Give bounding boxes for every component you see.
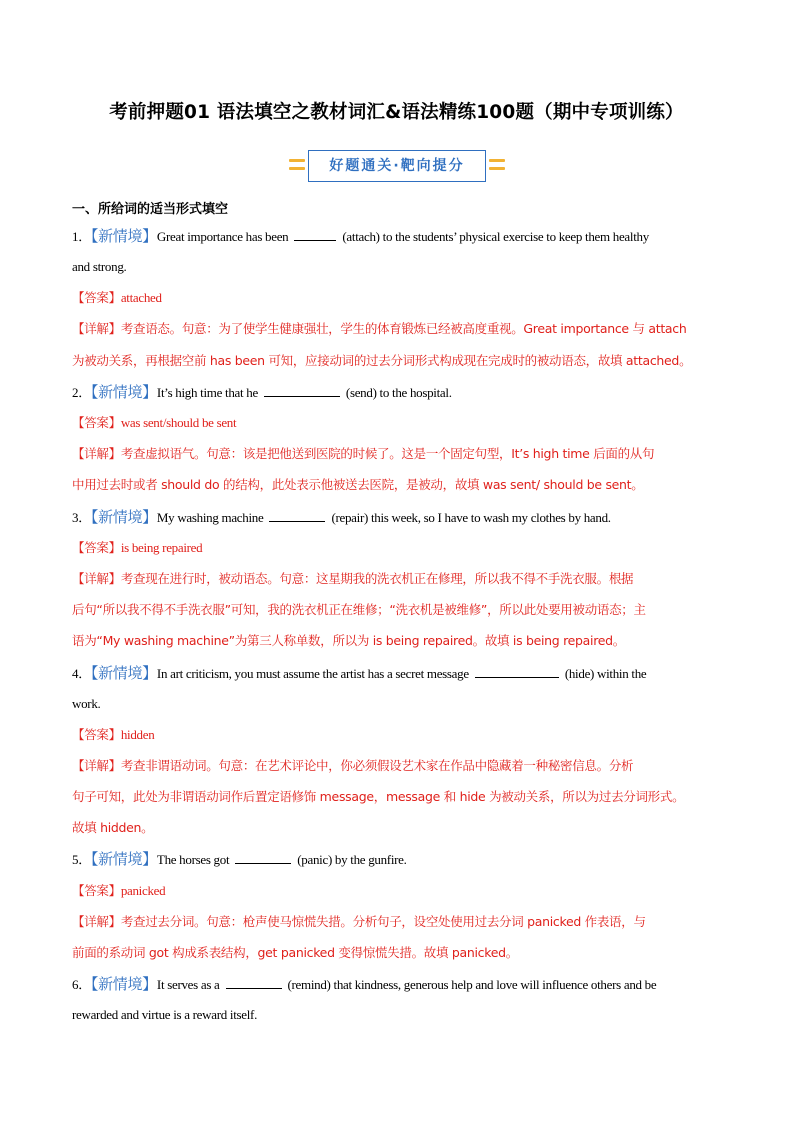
explain-2-line2: 中用过去时或者 should do 的结构，此处表示他被送去医院，是被动，故填 was sent/ should be sent。 — [72, 477, 644, 492]
answer-text: attached — [120, 290, 162, 305]
answer-5 — [72, 881, 722, 901]
explain-text: 考查过去分词。句意：枪声使马惊慌失措。分析句子，设空处使用过去分词 panicked 作表语，与 — [120, 914, 646, 929]
answer-label: 【答案】 — [72, 540, 121, 555]
context-label: 【新情境】 — [90, 508, 157, 526]
answer-label: 【答案】 — [72, 290, 121, 305]
question-text: In art criticism, you must assume the artist has a secret message — [156, 666, 469, 681]
answer-text: panicked — [120, 883, 166, 898]
question-text: (send) to the hospital. — [345, 385, 452, 400]
answer-text: is being repaired — [120, 540, 203, 555]
explain-5 — [72, 912, 722, 932]
explain-label: 【详解】 — [72, 758, 121, 773]
question-text: (panic) by the gunfire. — [297, 852, 407, 867]
answer-1 — [72, 288, 722, 308]
explain-2 — [72, 444, 722, 464]
question-text: (attach) to the students’ physical exercise to keep them healthy — [342, 229, 649, 244]
question-text: (hide) within the — [564, 666, 647, 681]
question-number: 3． — [72, 510, 91, 525]
question-text: It’s high time that he — [156, 385, 258, 400]
explain-1 — [72, 319, 722, 339]
context-label: 【新情境】 — [90, 383, 157, 401]
answer-3 — [72, 538, 722, 558]
context-label: 【新情境】 — [90, 975, 157, 993]
context-label: 【新情境】 — [90, 850, 157, 868]
explain-4 — [72, 756, 722, 776]
question-text: Great importance has been — [156, 229, 289, 244]
context-label: 【新情境】 — [90, 227, 157, 245]
explain-label: 【详解】 — [72, 321, 121, 336]
answer-blank[interactable] — [235, 851, 291, 864]
answer-blank[interactable] — [294, 228, 336, 241]
answer-text: was sent/should be sent — [120, 415, 237, 430]
explain-label: 【详解】 — [72, 571, 121, 586]
answer-text: hidden — [120, 727, 155, 742]
question-number: 4． — [72, 666, 91, 681]
question-3 — [72, 507, 722, 528]
banner-left-bar-top — [289, 159, 305, 162]
question-number: 2． — [72, 385, 91, 400]
explain-text: 考查语态。句意：为了使学生健康强壮，学生的体育锻炼已经被高度重视。Great importance 与 attach — [120, 321, 687, 336]
answer-blank[interactable] — [475, 665, 559, 678]
question-1 — [72, 226, 722, 247]
section-heading: 一、所给词的适当形式填空 — [72, 202, 229, 217]
question-2 — [72, 382, 722, 403]
question-6 — [72, 974, 722, 995]
answer-label: 【答案】 — [72, 727, 121, 742]
explain-3-line2: 后句“所以我不得不手洗衣服”可知，我的洗衣机正在维修；“洗衣机是被维修”，所以此处要用被动语态；主 — [72, 602, 646, 617]
question-4 — [72, 663, 722, 684]
page-title: 考前押题01 语法填空之教材词汇&语法精练100题（期中专项训练） — [109, 102, 684, 123]
question-text: The horses got — [156, 852, 230, 867]
question-number: 6． — [72, 977, 91, 992]
question-text: (repair) this week, so I have to wash my clothes by hand. — [331, 510, 611, 525]
explain-3 — [72, 569, 722, 589]
answer-label: 【答案】 — [72, 883, 121, 898]
explain-1-line2: 为被动关系，再根据空前 has been 可知，应接动词的过去分词形式构成现在完成时的被动语态，故填 attached。 — [72, 353, 692, 368]
banner-right-bar-top — [489, 159, 505, 162]
explain-4-line3: 故填 hidden。 — [72, 820, 154, 835]
explain-5-line2: 前面的系动词 got 构成系表结构，get panicked 变得惊慌失措。故填 panicked。 — [72, 945, 518, 960]
question-number: 1． — [72, 229, 91, 244]
answer-2 — [72, 413, 722, 433]
question-text: It serves as a — [156, 977, 220, 992]
context-label: 【新情境】 — [90, 664, 157, 682]
question-text: My washing machine — [156, 510, 264, 525]
answer-blank[interactable] — [226, 976, 282, 989]
explain-text: 考查虚拟语气。句意：该是把他送到医院的时候了。这是一个固定句型，It’s high time 后面的从句 — [120, 446, 655, 461]
banner-right-bar-bottom — [489, 167, 505, 170]
question-number: 5． — [72, 852, 91, 867]
question-5 — [72, 849, 722, 870]
answer-4 — [72, 725, 722, 745]
question-6-cont: rewarded and virtue is a reward itself. — [72, 1007, 258, 1022]
answer-label: 【答案】 — [72, 415, 121, 430]
explain-4-line2: 句子可知，此处为非谓语动词作后置定语修饰 message，message 和 hide 为被动关系，所以为过去分词形式。 — [72, 789, 685, 804]
explain-3-line3: 语为“My washing machine”为第三人称单数，所以为 is being repaired。故填 is being repaired。 — [72, 633, 625, 648]
banner — [289, 148, 507, 186]
explain-label: 【详解】 — [72, 446, 121, 461]
banner-text: 好题通关·靶向提分 — [329, 158, 465, 174]
banner-left-bar-bottom — [289, 167, 305, 170]
explain-text: 考查现在进行时，被动语态。句意：这星期我的洗衣机正在修理，所以我不得不手洗衣服。根据 — [120, 571, 634, 586]
question-1-cont: and strong. — [72, 259, 127, 274]
answer-blank[interactable] — [269, 509, 325, 522]
question-4-cont: work. — [72, 696, 101, 711]
question-text: (remind) that kindness, generous help and love will influence others and be — [287, 977, 657, 992]
explain-text: 考查非谓语动词。句意：在艺术评论中，你必须假设艺术家在作品中隐藏着一种秘密信息。分析 — [120, 758, 634, 773]
answer-blank[interactable] — [264, 384, 340, 397]
explain-label: 【详解】 — [72, 914, 121, 929]
